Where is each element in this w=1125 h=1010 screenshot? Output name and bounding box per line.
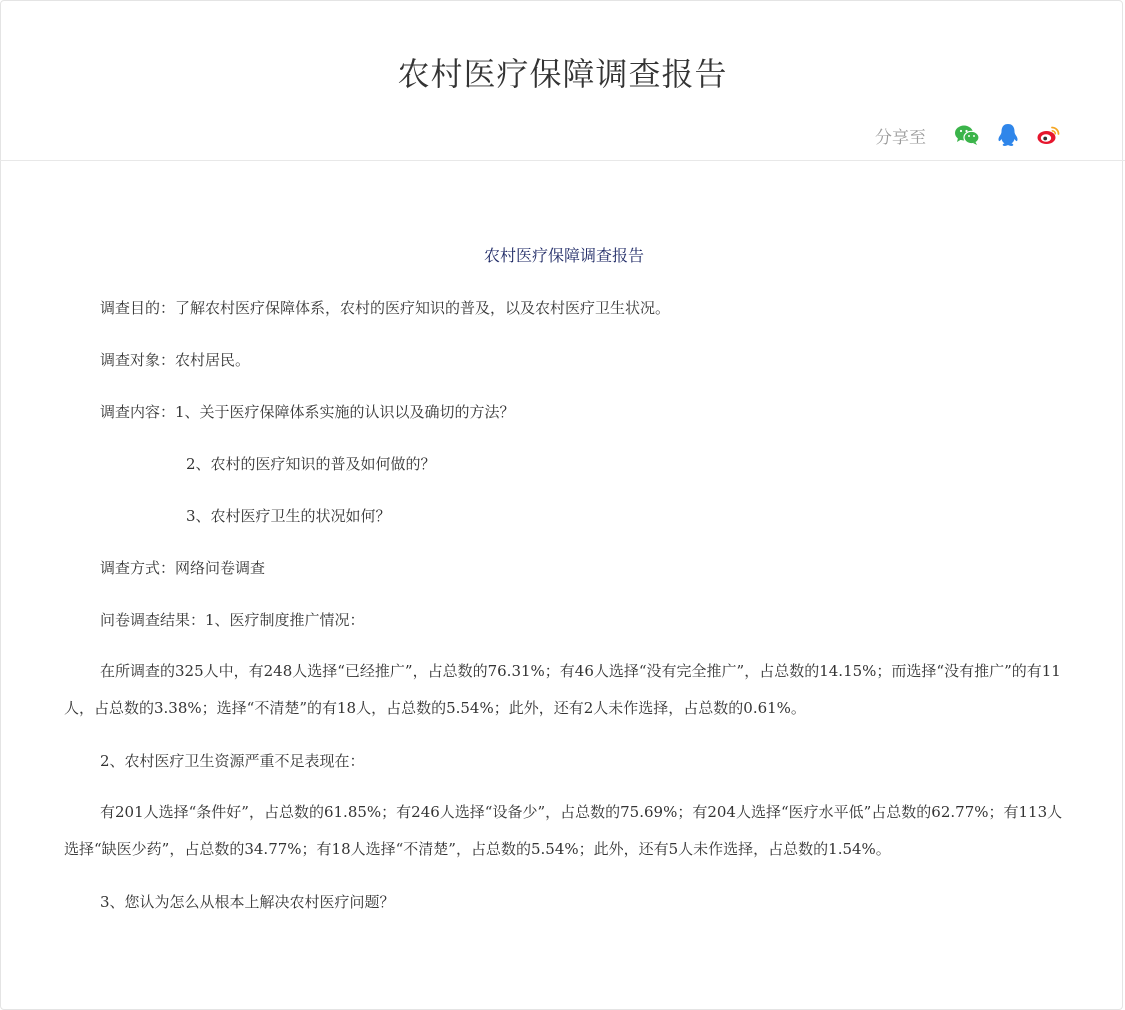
survey-subject: 调查对象：农村居民。 [100, 351, 251, 369]
page-title: 农村医疗保障调查报告 [397, 55, 728, 93]
wechat-icon[interactable] [953, 121, 981, 149]
result-heading-2: 2、农村医疗卫生资源严重不足表现在： [100, 752, 365, 770]
survey-purpose: 调查目的：了解农村医疗保障体系，农村的医疗知识的普及，以及农村医疗卫生状况。 [100, 299, 671, 317]
survey-content-item-3: 3、农村医疗卫生的状况如何？ [186, 507, 391, 525]
survey-content-item-1: 调查内容：1、关于医疗保障体系实施的认识以及确切的方法？ [100, 403, 515, 421]
result-heading-3: 3、您认为怎么从根本上解决农村医疗问题？ [100, 893, 395, 911]
result-paragraph-2: 有201人选择“条件好”，占总数的61.85%；有246人选择“设备少”，占总数的75.69%；有204人选择“医疗水平低”占总数的62.77%；有113人选择“缺医少药”，占总数的34.77%；有18人选择“不清楚”，占总数的5.54%；此外，还有5人未作选择，占总数的1.54%。 [64, 803, 1063, 858]
survey-content-item-2: 2、农村的医疗知识的普及如何做的？ [186, 455, 436, 473]
article-header [0, 0, 1125, 161]
weibo-icon[interactable] [1035, 121, 1063, 149]
result-paragraph-1: 在所调查的325人中，有248人选择“已经推广”，占总数的76.31%；有46人选择“没有完全推广”，占总数的14.15%；而选择“没有推广”的有11人，占总数的3.38%；选择“不清楚”的有18人，占总数的5.54%；此外，还有2人未作选择，占总数的0.61%。 [64, 662, 1061, 717]
result-heading-1: 问卷调查结果：1、医疗制度推广情况： [100, 611, 365, 629]
article-body [64, 230, 1064, 928]
qq-icon[interactable] [994, 121, 1022, 149]
document-title: 农村医疗保障调查报告 [483, 246, 644, 265]
survey-method: 调查方式：网络问卷调查 [100, 559, 266, 577]
share-label: 分享至 [875, 127, 926, 148]
share-bar [875, 120, 1063, 150]
